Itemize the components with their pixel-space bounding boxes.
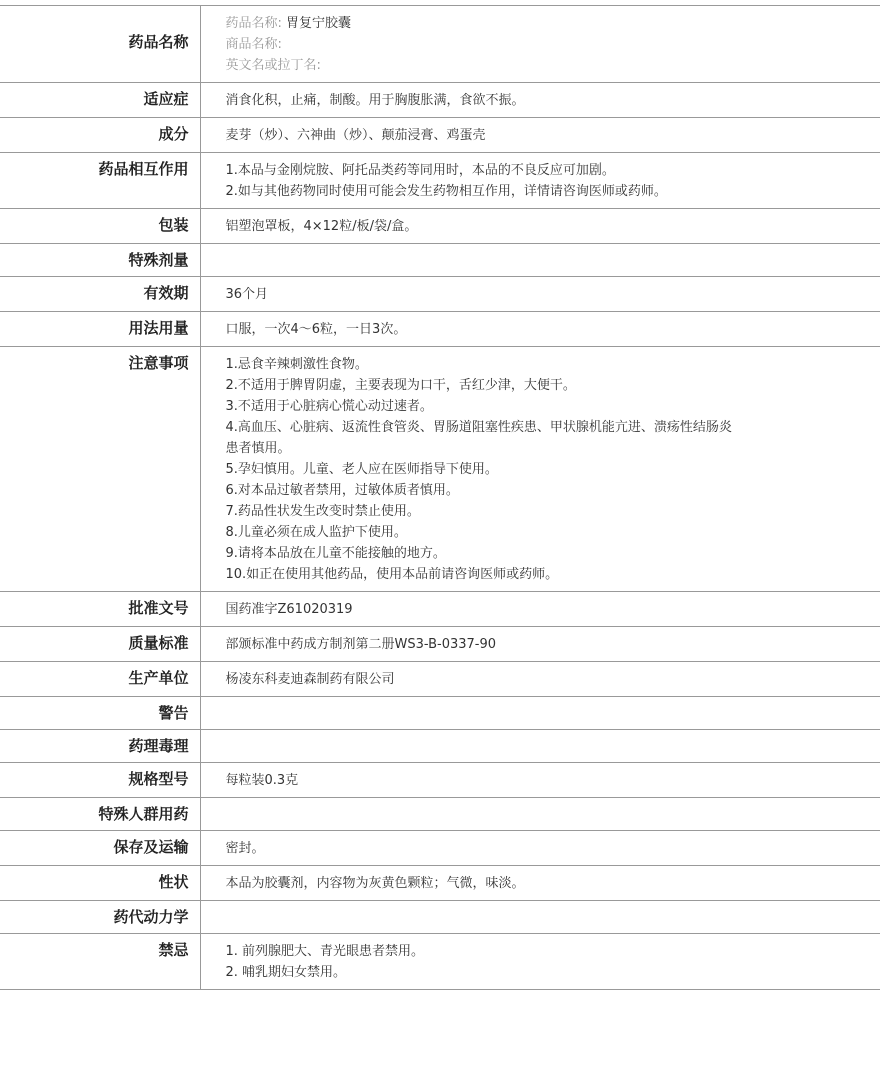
row-label-warning: 警告 bbox=[0, 697, 200, 730]
row-description bbox=[0, 866, 880, 901]
row-value-ingredients bbox=[200, 118, 880, 153]
row-pharmacokinetics bbox=[0, 901, 880, 934]
row-value-manufacturer bbox=[200, 662, 880, 697]
row-interactions bbox=[0, 153, 880, 209]
row-label-ingredients: 成分 bbox=[0, 118, 200, 153]
row-value-pharmacology bbox=[200, 730, 880, 763]
row-value-line: 本品为胶囊剂，内容物为灰黄色颗粒；气微，味淡。 bbox=[225, 876, 525, 891]
row-pharmacology bbox=[0, 730, 880, 763]
row-value-line: 每粒装0.3克 bbox=[225, 773, 299, 788]
row-value-line: 7.药品性状发生改变时禁止使用。 bbox=[225, 504, 420, 519]
row-value-line: 密封。 bbox=[225, 841, 265, 856]
row-specification bbox=[0, 763, 880, 798]
row-value-line: 患者慎用。 bbox=[225, 441, 291, 456]
row-label-pharmacology: 药理毒理 bbox=[0, 730, 200, 763]
row-label-indication: 适应症 bbox=[0, 83, 200, 118]
row-label-usage: 用法用量 bbox=[0, 312, 200, 347]
drug-info-table-body bbox=[0, 6, 880, 990]
row-warning bbox=[0, 697, 880, 730]
row-value-line: 3.不适用于心脏病心慌心动过速者。 bbox=[225, 399, 433, 414]
row-value-description bbox=[200, 866, 880, 901]
row-label-interactions: 药品相互作用 bbox=[0, 153, 200, 209]
row-label-special-dosage: 特殊剂量 bbox=[0, 244, 200, 277]
row-value-line: 1.本品与金刚烷胺、阿托品类药等同用时，本品的不良反应可加剧。 bbox=[225, 163, 615, 178]
row-value-approval bbox=[200, 592, 880, 627]
row-value-line: 国药准字Z61020319 bbox=[225, 602, 353, 617]
row-indication bbox=[0, 83, 880, 118]
row-special-dosage bbox=[0, 244, 880, 277]
row-label-package: 包装 bbox=[0, 209, 200, 244]
row-label-standard: 质量标准 bbox=[0, 627, 200, 662]
row-value-indication bbox=[200, 83, 880, 118]
row-label-description: 性状 bbox=[0, 866, 200, 901]
row-drug-name bbox=[0, 6, 880, 83]
row-storage bbox=[0, 831, 880, 866]
drug-info-table bbox=[0, 5, 880, 990]
row-value-line: 部颁标准中药成方制剂第二册WS3-B-0337-90 bbox=[225, 637, 497, 652]
row-label-precautions: 注意事项 bbox=[0, 347, 200, 592]
row-value-line: 2.不适用于脾胃阴虚，主要表现为口干，舌红少津，大便干。 bbox=[225, 378, 576, 393]
row-value-line: 口服，一次4～6粒，一日3次。 bbox=[225, 322, 407, 337]
row-value-interactions bbox=[200, 153, 880, 209]
latin-name-label: 英文名或拉丁名: bbox=[225, 58, 321, 73]
row-value-line: 2.如与其他药物同时使用可能会发生药物相互作用，详情请咨询医师或药师。 bbox=[225, 184, 667, 199]
row-value-line: 1. 前列腺肥大、青光眼患者禁用。 bbox=[225, 944, 425, 959]
row-package bbox=[0, 209, 880, 244]
row-value-line: 8.儿童必须在成人监护下使用。 bbox=[225, 525, 407, 540]
row-label-drug-name: 药品名称 bbox=[0, 6, 200, 83]
row-value-line: 10.如正在使用其他药品，使用本品前请咨询医师或药师。 bbox=[225, 567, 559, 582]
row-label-approval: 批准文号 bbox=[0, 592, 200, 627]
row-value-line: 6.对本品过敏者禁用，过敏体质者慎用。 bbox=[225, 483, 459, 498]
row-label-contraindications: 禁忌 bbox=[0, 934, 200, 990]
row-value-expiry bbox=[200, 277, 880, 312]
row-label-manufacturer: 生产单位 bbox=[0, 662, 200, 697]
row-value-special-dosage bbox=[200, 244, 880, 277]
row-value-pharmacokinetics bbox=[200, 901, 880, 934]
row-label-expiry: 有效期 bbox=[0, 277, 200, 312]
row-value-line: 9.请将本品放在儿童不能接触的地方。 bbox=[225, 546, 446, 561]
row-value-special-population bbox=[200, 798, 880, 831]
row-value-warning bbox=[200, 697, 880, 730]
row-value-standard bbox=[200, 627, 880, 662]
row-value-contraindications bbox=[200, 934, 880, 990]
row-value-specification bbox=[200, 763, 880, 798]
row-special-population bbox=[0, 798, 880, 831]
row-label-specification: 规格型号 bbox=[0, 763, 200, 798]
row-manufacturer bbox=[0, 662, 880, 697]
generic-name-label: 药品名称: bbox=[225, 16, 282, 31]
row-value-storage bbox=[200, 831, 880, 866]
row-precautions bbox=[0, 347, 880, 592]
row-value-line: 4.高血压、心脏病、返流性食管炎、胃肠道阻塞性疾患、甲状腺机能亢进、溃疡性结肠炎 bbox=[225, 420, 732, 435]
row-label-pharmacokinetics: 药代动力学 bbox=[0, 901, 200, 934]
row-label-storage: 保存及运输 bbox=[0, 831, 200, 866]
row-standard bbox=[0, 627, 880, 662]
row-value-line: 铝塑泡罩板，4×12粒/板/袋/盒。 bbox=[225, 219, 418, 234]
row-value-line: 麦芽（炒）、六神曲（炒）、颠茄浸膏、鸡蛋壳 bbox=[225, 128, 486, 143]
drug-name-values bbox=[200, 6, 880, 83]
row-contraindications bbox=[0, 934, 880, 990]
row-usage bbox=[0, 312, 880, 347]
row-value-line: 2. 哺乳期妇女禁用。 bbox=[225, 965, 347, 980]
row-ingredients bbox=[0, 118, 880, 153]
row-value-precautions bbox=[200, 347, 880, 592]
row-label-special-population: 特殊人群用药 bbox=[0, 798, 200, 831]
generic-name-line bbox=[226, 13, 880, 34]
generic-name-value: 胃复宁胶囊 bbox=[286, 16, 352, 31]
row-value-line: 1.忌食辛辣刺激性食物。 bbox=[225, 357, 368, 372]
trade-name-line bbox=[226, 34, 880, 55]
row-expiry bbox=[0, 277, 880, 312]
row-value-line: 消食化积，止痛，制酸。用于胸腹胀满，食欲不振。 bbox=[225, 93, 525, 108]
row-value-line: 杨凌东科麦迪森制药有限公司 bbox=[225, 672, 395, 687]
latin-name-line bbox=[226, 55, 880, 76]
row-approval bbox=[0, 592, 880, 627]
row-value-package bbox=[200, 209, 880, 244]
row-value-usage bbox=[200, 312, 880, 347]
row-value-line: 36个月 bbox=[225, 287, 269, 302]
row-value-line: 5.孕妇慎用。儿童、老人应在医师指导下使用。 bbox=[225, 462, 498, 477]
trade-name-label: 商品名称: bbox=[225, 37, 282, 52]
